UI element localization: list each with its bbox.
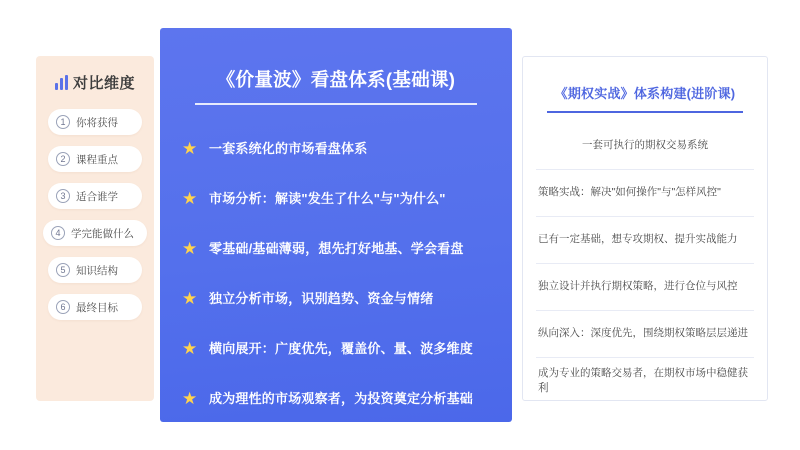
dimension-label: 适合谁学 <box>76 190 118 203</box>
basic-course-item <box>178 273 494 323</box>
advanced-course-title: 《期权实战》体系构建(进阶课) <box>554 86 736 101</box>
advanced-course-list <box>536 123 754 405</box>
basic-course-item-text: 市场分析：解读"发生了什么"与"为什么" <box>209 190 446 206</box>
advanced-course-item-text: 策略实战：解决"如何操作"与"怎样风控" <box>538 186 721 198</box>
star-icon: ★ <box>182 188 198 208</box>
dimension-number: 1 <box>56 115 70 129</box>
title-divider <box>547 111 743 113</box>
dimension-label: 你将获得 <box>76 116 118 129</box>
dimension-number: 2 <box>56 152 70 166</box>
star-icon: ★ <box>182 388 198 408</box>
star-icon: ★ <box>182 288 198 308</box>
basic-course-item <box>178 123 494 173</box>
advanced-course-item <box>536 170 754 217</box>
advanced-course-item <box>536 311 754 358</box>
dimension-label: 知识结构 <box>76 264 118 277</box>
star-icon: ★ <box>182 138 198 158</box>
advanced-course-item-text: 已有一定基础，想专攻期权、提升实战能力 <box>538 233 738 245</box>
dimension-label: 最终目标 <box>76 301 118 314</box>
dimension-label: 课程重点 <box>76 153 118 166</box>
dimension-item-3[interactable] <box>48 183 142 209</box>
basic-course-panel <box>160 28 512 422</box>
advanced-course-item <box>536 217 754 264</box>
basic-course-item <box>178 373 494 423</box>
star-icon: ★ <box>182 238 198 258</box>
dimension-label: 学完能做什么 <box>71 227 134 240</box>
title-divider <box>195 103 477 105</box>
basic-course-list <box>178 123 494 423</box>
dimension-item-6[interactable] <box>48 294 142 320</box>
basic-course-item-text: 横向展开：广度优先，覆盖价、量、波多维度 <box>209 340 474 356</box>
dimension-number: 5 <box>56 263 70 277</box>
dimension-panel <box>36 56 154 401</box>
advanced-course-item-text: 成为专业的策略交易者，在期权市场中稳健获利 <box>538 367 748 394</box>
advanced-course-item <box>536 358 754 405</box>
bar-chart-icon <box>55 75 68 90</box>
dimension-panel-header <box>55 72 135 93</box>
advanced-course-item-text: 一套可执行的期权交易系统 <box>582 139 708 151</box>
advanced-course-item-text: 独立设计并执行期权策略，进行仓位与风控 <box>538 280 738 292</box>
dimension-item-2[interactable] <box>48 146 142 172</box>
basic-course-item-text: 成为理性的市场观察者，为投资奠定分析基础 <box>209 390 474 406</box>
basic-course-item-text: 一套系统化的市场看盘体系 <box>209 140 368 156</box>
advanced-course-panel <box>522 56 768 401</box>
advanced-course-item-text: 纵向深入：深度优先，围绕期权策略层层递进 <box>538 327 748 339</box>
basic-course-item <box>178 173 494 223</box>
advanced-course-item <box>536 264 754 311</box>
basic-course-item <box>178 323 494 373</box>
basic-course-item-text: 独立分析市场，识别趋势、资金与情绪 <box>209 290 434 306</box>
dimension-number: 3 <box>56 189 70 203</box>
dimension-item-5[interactable] <box>48 257 142 283</box>
advanced-course-item <box>536 123 754 170</box>
dimension-number: 6 <box>56 300 70 314</box>
dimension-item-1[interactable] <box>48 109 142 135</box>
dimension-panel-title: 对比维度 <box>72 75 135 92</box>
basic-course-item <box>178 223 494 273</box>
basic-course-title: 《价量波》看盘体系(基础课) <box>216 69 456 90</box>
basic-course-item-text: 零基础/基础薄弱，想先打好地基、学会看盘 <box>209 240 464 256</box>
star-icon: ★ <box>182 338 198 358</box>
dimension-item-4[interactable] <box>43 220 147 246</box>
dimension-number: 4 <box>51 226 65 240</box>
